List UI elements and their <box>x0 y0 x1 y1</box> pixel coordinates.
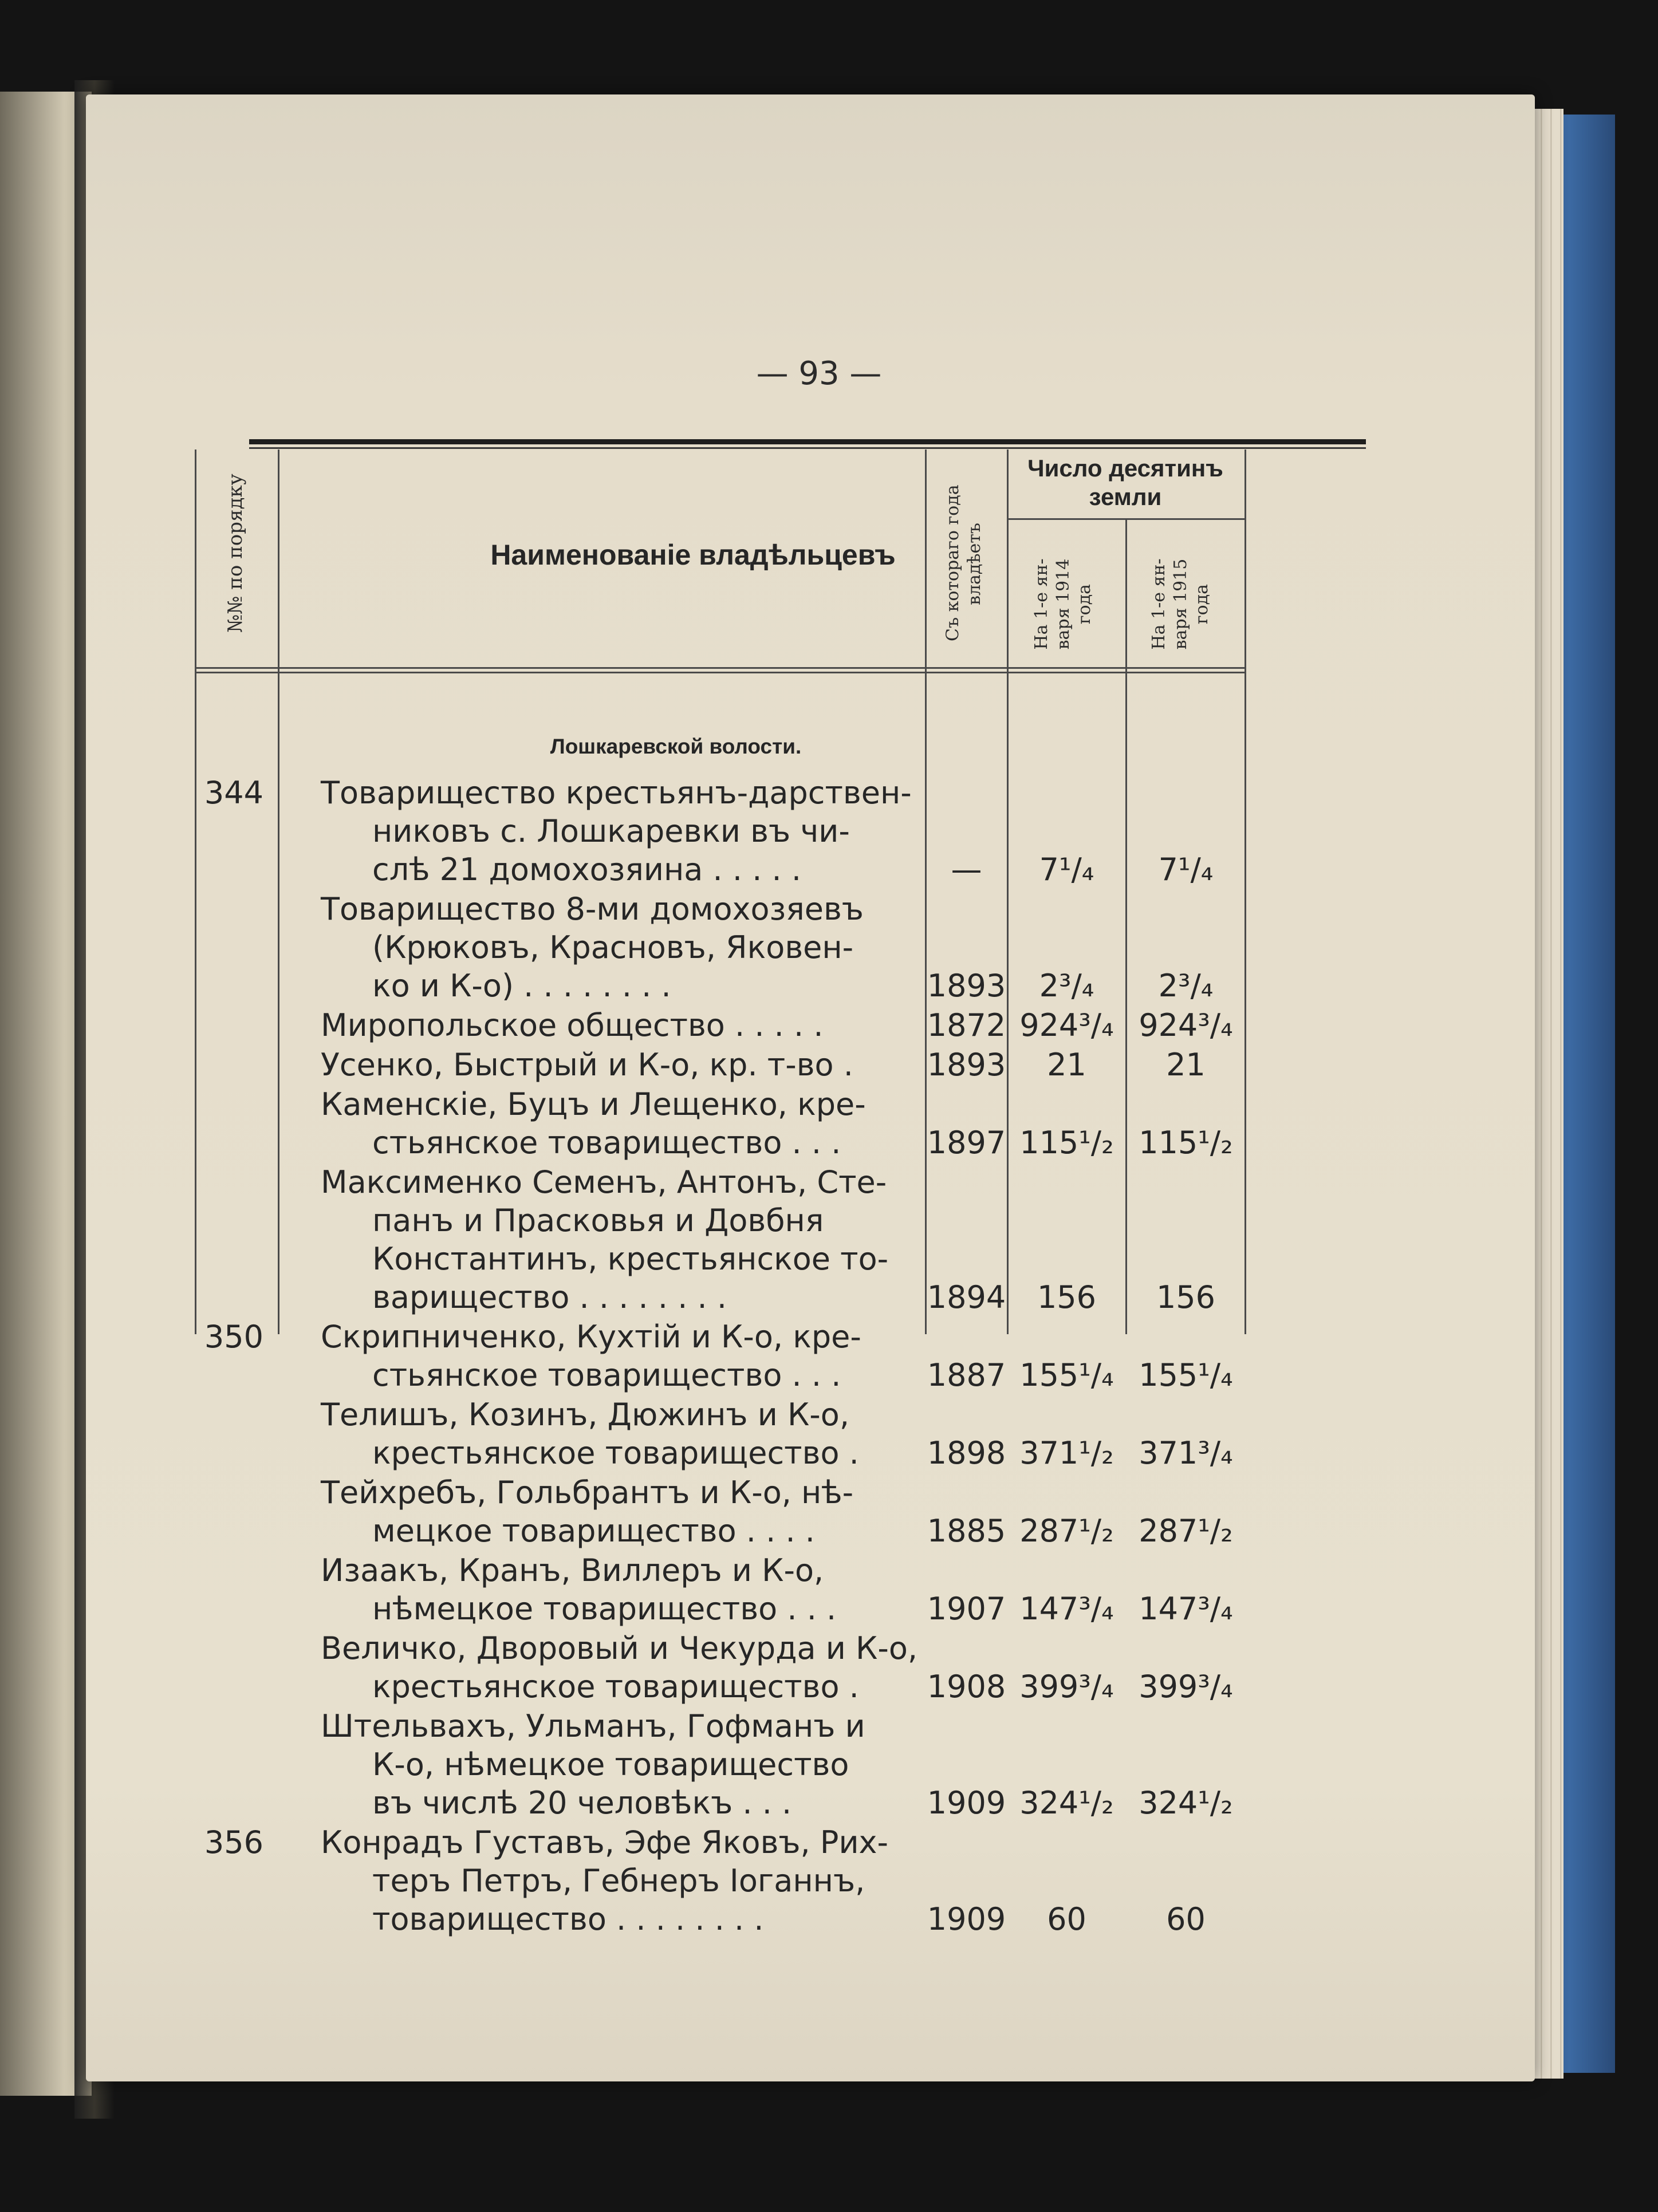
row-text-line: стьянское товарищество . . . <box>372 1125 841 1161</box>
row-year: 1872 <box>927 1007 1006 1043</box>
col-divider-name <box>925 450 927 1334</box>
row-text-line: Конрадъ Густавъ, Эфе Яковъ, Рих- <box>321 1824 888 1860</box>
row-number: 356 <box>204 1824 263 1860</box>
row-text-line: слѣ 21 домохозяина . . . . . <box>372 851 802 888</box>
header-col-since: Съ котораго года владѣетъ <box>943 484 984 641</box>
row-text-line: стьянское товарищество . . . <box>372 1357 841 1393</box>
row-text-line: Изаакъ, Кранъ, Виллеръ и К-о, <box>321 1552 824 1588</box>
col-divider-num <box>278 450 279 1334</box>
row-text-line: никовъ с. Лошкаревки въ чи- <box>372 813 850 849</box>
row-year: 1894 <box>927 1279 1006 1315</box>
row-text-line: Каменскіе, Буцъ и Лещенко, кре- <box>321 1086 866 1122</box>
row-text-line: (Крюковъ, Красновъ, Яковен- <box>372 929 854 965</box>
row-land-1914: 2³/₄ <box>1039 968 1094 1004</box>
row-text-line: Величко, Дворовый и Чекурда и К-о, <box>321 1630 918 1666</box>
row-land-1915: 155¹/₄ <box>1139 1357 1233 1393</box>
row-land-1914: 924³/₄ <box>1019 1007 1114 1043</box>
row-year: 1898 <box>927 1435 1006 1471</box>
header-bottom-rule-2 <box>195 672 1245 673</box>
row-number: 344 <box>204 775 263 811</box>
row-land-1914: 7¹/₄ <box>1039 851 1094 888</box>
header-col-land-text: Число десятинъ земли <box>1027 455 1223 511</box>
row-text-line: Усенко, Быстрый и К-о, кр. т-во . <box>321 1047 853 1083</box>
row-year: 1893 <box>927 1047 1006 1083</box>
row-text-line: Скрипниченко, Кухтій и К-о, кре- <box>321 1319 861 1355</box>
header-subrule <box>1007 518 1245 520</box>
row-land-1914: 371¹/₂ <box>1019 1435 1114 1471</box>
row-text-line: Миропольское общество . . . . . <box>321 1007 824 1043</box>
row-text-line: крестьянское товарищество . <box>372 1669 859 1705</box>
row-text-line: теръ Петръ, Гебнеръ Іоганнъ, <box>372 1863 865 1899</box>
section-title: Лошкаревской волости. <box>550 735 802 758</box>
row-text-line: мецкое товарищество . . . . <box>372 1513 815 1549</box>
row-text-line: въ числѣ 20 человѣкъ . . . <box>372 1785 792 1821</box>
row-text-line: нѣмецкое товарищество . . . <box>372 1591 837 1627</box>
row-text-line: К-о, нѣмецкое товарищество <box>372 1746 849 1783</box>
row-text-line: панъ и Прасковья и Довбня <box>372 1202 824 1239</box>
row-land-1914: 156 <box>1037 1279 1097 1315</box>
col-divider-1914 <box>1125 518 1127 1334</box>
col-divider-right <box>1245 450 1246 1334</box>
row-text-line: Тейхребъ, Гольбрантъ и К-о, нѣ- <box>321 1474 854 1511</box>
row-land-1914: 147³/₄ <box>1019 1591 1114 1627</box>
row-number: 350 <box>204 1319 263 1355</box>
row-land-1915: 147³/₄ <box>1139 1591 1233 1627</box>
book-page <box>86 94 1535 2081</box>
header-col-1915: На 1-е ян- варя 1915 года <box>1149 558 1212 650</box>
header-rule <box>249 439 1366 444</box>
row-year: 1885 <box>927 1513 1006 1549</box>
row-year: 1908 <box>927 1669 1006 1705</box>
row-year: 1909 <box>927 1785 1006 1821</box>
row-land-1914: 287¹/₂ <box>1019 1513 1114 1549</box>
row-text-line: Телишъ, Козинъ, Дюжинъ и К-о, <box>321 1397 849 1433</box>
row-land-1914: 155¹/₄ <box>1019 1357 1114 1393</box>
row-land-1915: 60 <box>1166 1901 1206 1937</box>
row-land-1915: 7¹/₄ <box>1158 851 1214 888</box>
row-land-1915: 324¹/₂ <box>1139 1785 1233 1821</box>
row-text-line: Товарищество 8-ми домохозяевъ <box>321 891 864 927</box>
header-col-1914: На 1-е ян- варя 1914 года <box>1031 558 1094 650</box>
row-land-1915: 115¹/₂ <box>1139 1125 1233 1161</box>
row-land-1914: 399³/₄ <box>1019 1669 1114 1705</box>
row-year: — <box>951 851 982 888</box>
row-land-1914: 60 <box>1047 1901 1086 1937</box>
row-year: 1909 <box>927 1901 1006 1937</box>
row-land-1915: 21 <box>1166 1047 1206 1083</box>
row-year: 1907 <box>927 1591 1006 1627</box>
row-year: 1887 <box>927 1357 1006 1393</box>
row-text-line: Максименко Семенъ, Антонъ, Сте- <box>321 1164 887 1200</box>
row-year: 1893 <box>927 968 1006 1004</box>
row-text-line: товарищество . . . . . . . . <box>372 1901 764 1937</box>
row-land-1914: 21 <box>1047 1047 1086 1083</box>
row-text-line: Константинъ, крестьянское то- <box>372 1241 889 1277</box>
row-land-1915: 156 <box>1156 1279 1216 1315</box>
row-text-line: Товарищество крестьянъ-дарствен- <box>321 775 912 811</box>
col-divider-left <box>195 450 196 1334</box>
page-number: — 93 — <box>756 355 882 392</box>
header-col-land <box>1005 454 1246 512</box>
row-year: 1897 <box>927 1125 1006 1161</box>
row-text-line: ко и К-о) . . . . . . . . <box>372 968 671 1004</box>
header-col-num: №№ по порядку <box>224 474 247 633</box>
row-text-line: крестьянское товарищество . <box>372 1435 859 1471</box>
row-land-1915: 399³/₄ <box>1139 1669 1233 1705</box>
header-col-name: Наименованіе владѣльцевъ <box>490 539 896 571</box>
row-land-1914: 115¹/₂ <box>1019 1125 1114 1161</box>
row-text-line: варищество . . . . . . . . <box>372 1279 727 1315</box>
header-rule-thin <box>249 447 1366 449</box>
col-divider-year <box>1007 450 1009 1334</box>
row-land-1914: 324¹/₂ <box>1019 1785 1114 1821</box>
row-text-line: Штельвахъ, Ульманъ, Гофманъ и <box>321 1708 865 1744</box>
row-land-1915: 287¹/₂ <box>1139 1513 1233 1549</box>
row-land-1915: 371³/₄ <box>1139 1435 1233 1471</box>
row-land-1915: 2³/₄ <box>1158 968 1214 1004</box>
row-land-1915: 924³/₄ <box>1139 1007 1233 1043</box>
